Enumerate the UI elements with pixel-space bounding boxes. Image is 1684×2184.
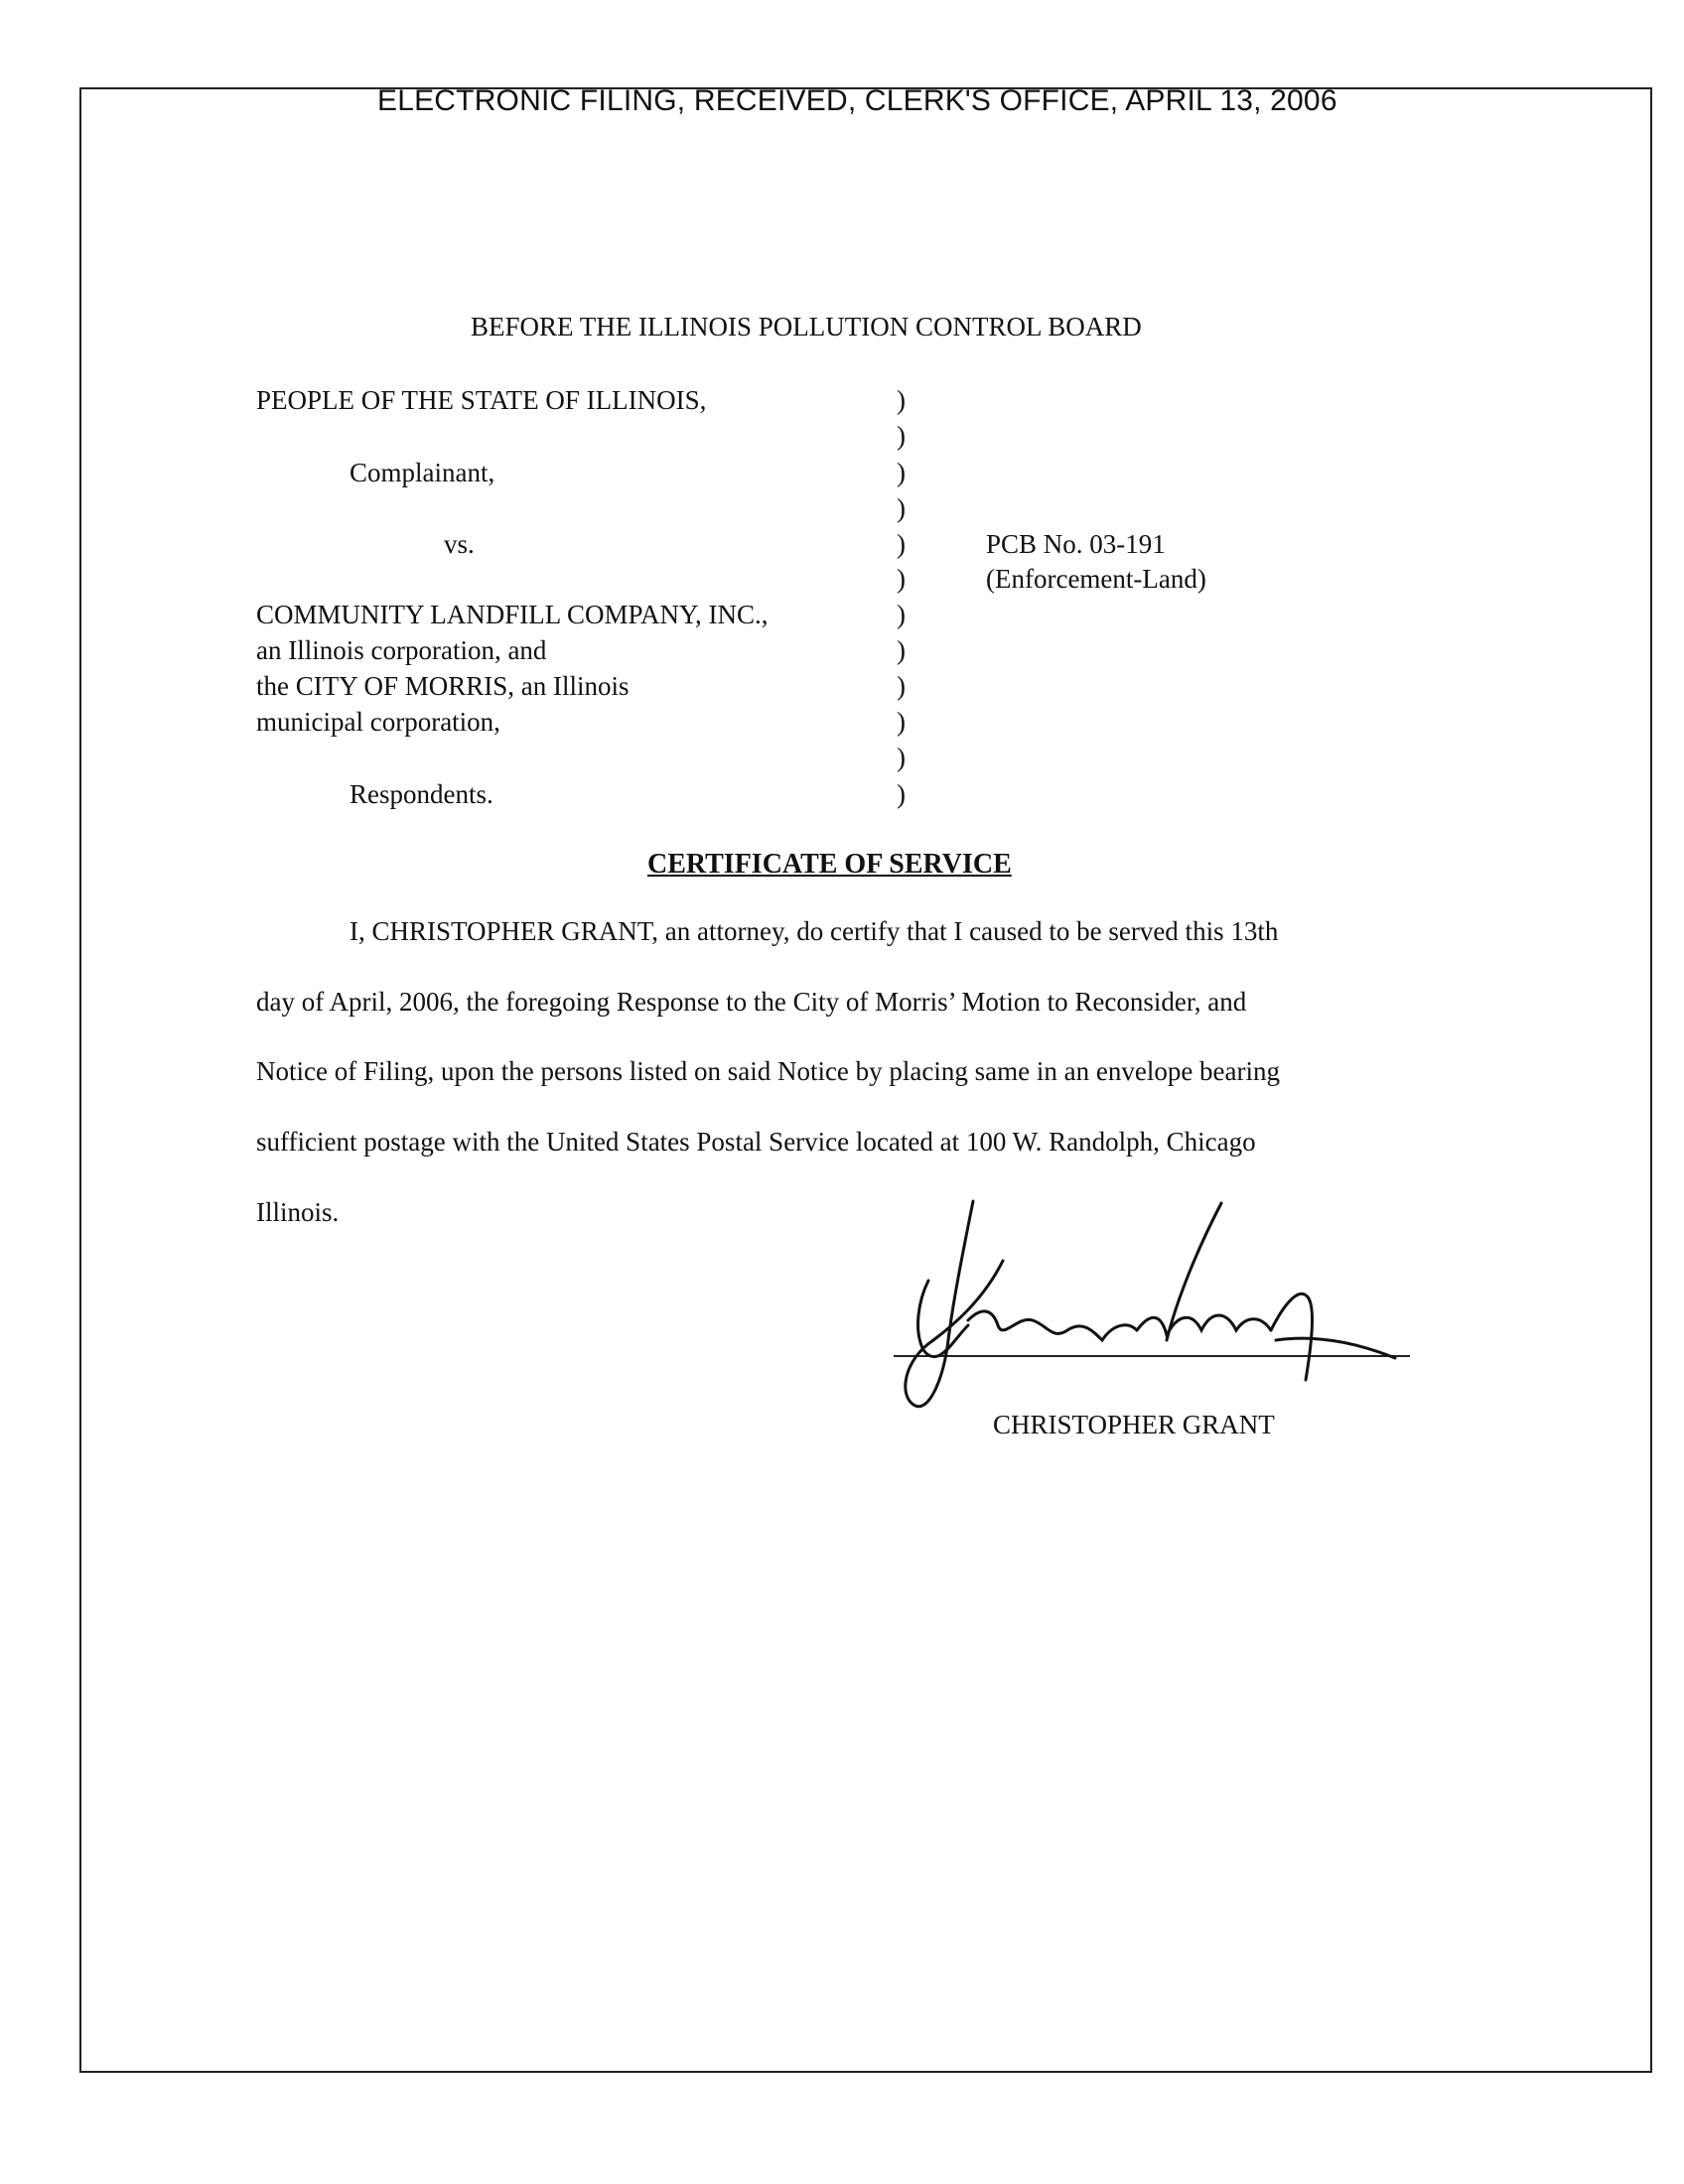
certificate-line: Illinois. <box>256 1197 340 1227</box>
caption-paren: ) <box>897 529 906 559</box>
caption-paren: ) <box>897 458 906 487</box>
certificate-line: day of April, 2006, the foregoing Response to the City of Morris’ Motion to Reconsider, and <box>256 987 1247 1017</box>
caption-paren: ) <box>897 743 906 772</box>
certificate-line: I, CHRISTOPHER GRANT, an attorney, do certify that I caused to be served this 13th <box>350 916 1279 946</box>
caption-paren: ) <box>897 635 906 665</box>
respondent-role: Respondents. <box>350 779 493 809</box>
court-title: BEFORE THE ILLINOIS POLLUTION CONTROL BOARD <box>471 312 1142 341</box>
signer-name: CHRISTOPHER GRANT <box>993 1410 1275 1439</box>
case-type: (Enforcement-Land) <box>986 564 1206 594</box>
respondent-line: an Illinois corporation, and <box>256 635 547 665</box>
certificate-line: sufficient postage with the United States Postal Service located at 100 W. Randolph, Chicago <box>256 1127 1256 1157</box>
respondent-line: the CITY OF MORRIS, an Illinois <box>256 671 630 701</box>
caption-paren: ) <box>897 421 906 451</box>
certificate-line: Notice of Filing, upon the persons listed on said Notice by placing same in an envelope bearing <box>256 1056 1281 1086</box>
caption-paren: ) <box>897 600 906 629</box>
caption-paren: ) <box>897 564 906 594</box>
filing-stamp: ELECTRONIC FILING, RECEIVED, CLERK'S OFFICE, APRIL 13, 2006 <box>377 84 1337 117</box>
caption-paren: ) <box>897 493 906 523</box>
caption-paren: ) <box>897 671 906 701</box>
caption-paren: ) <box>897 385 906 415</box>
caption-paren: ) <box>897 779 906 809</box>
versus-label: vs. <box>444 529 475 559</box>
caption-paren: ) <box>897 707 906 737</box>
certificate-heading: CERTIFICATE OF SERVICE <box>647 849 1012 880</box>
respondent-line: municipal corporation, <box>256 707 500 737</box>
plaintiff-name: PEOPLE OF THE STATE OF ILLINOIS, <box>256 385 707 415</box>
handwritten-signature <box>894 1191 1410 1430</box>
plaintiff-role: Complainant, <box>350 458 495 487</box>
respondent-line: COMMUNITY LANDFILL COMPANY, INC., <box>256 600 769 629</box>
case-number: PCB No. 03-191 <box>986 529 1166 559</box>
